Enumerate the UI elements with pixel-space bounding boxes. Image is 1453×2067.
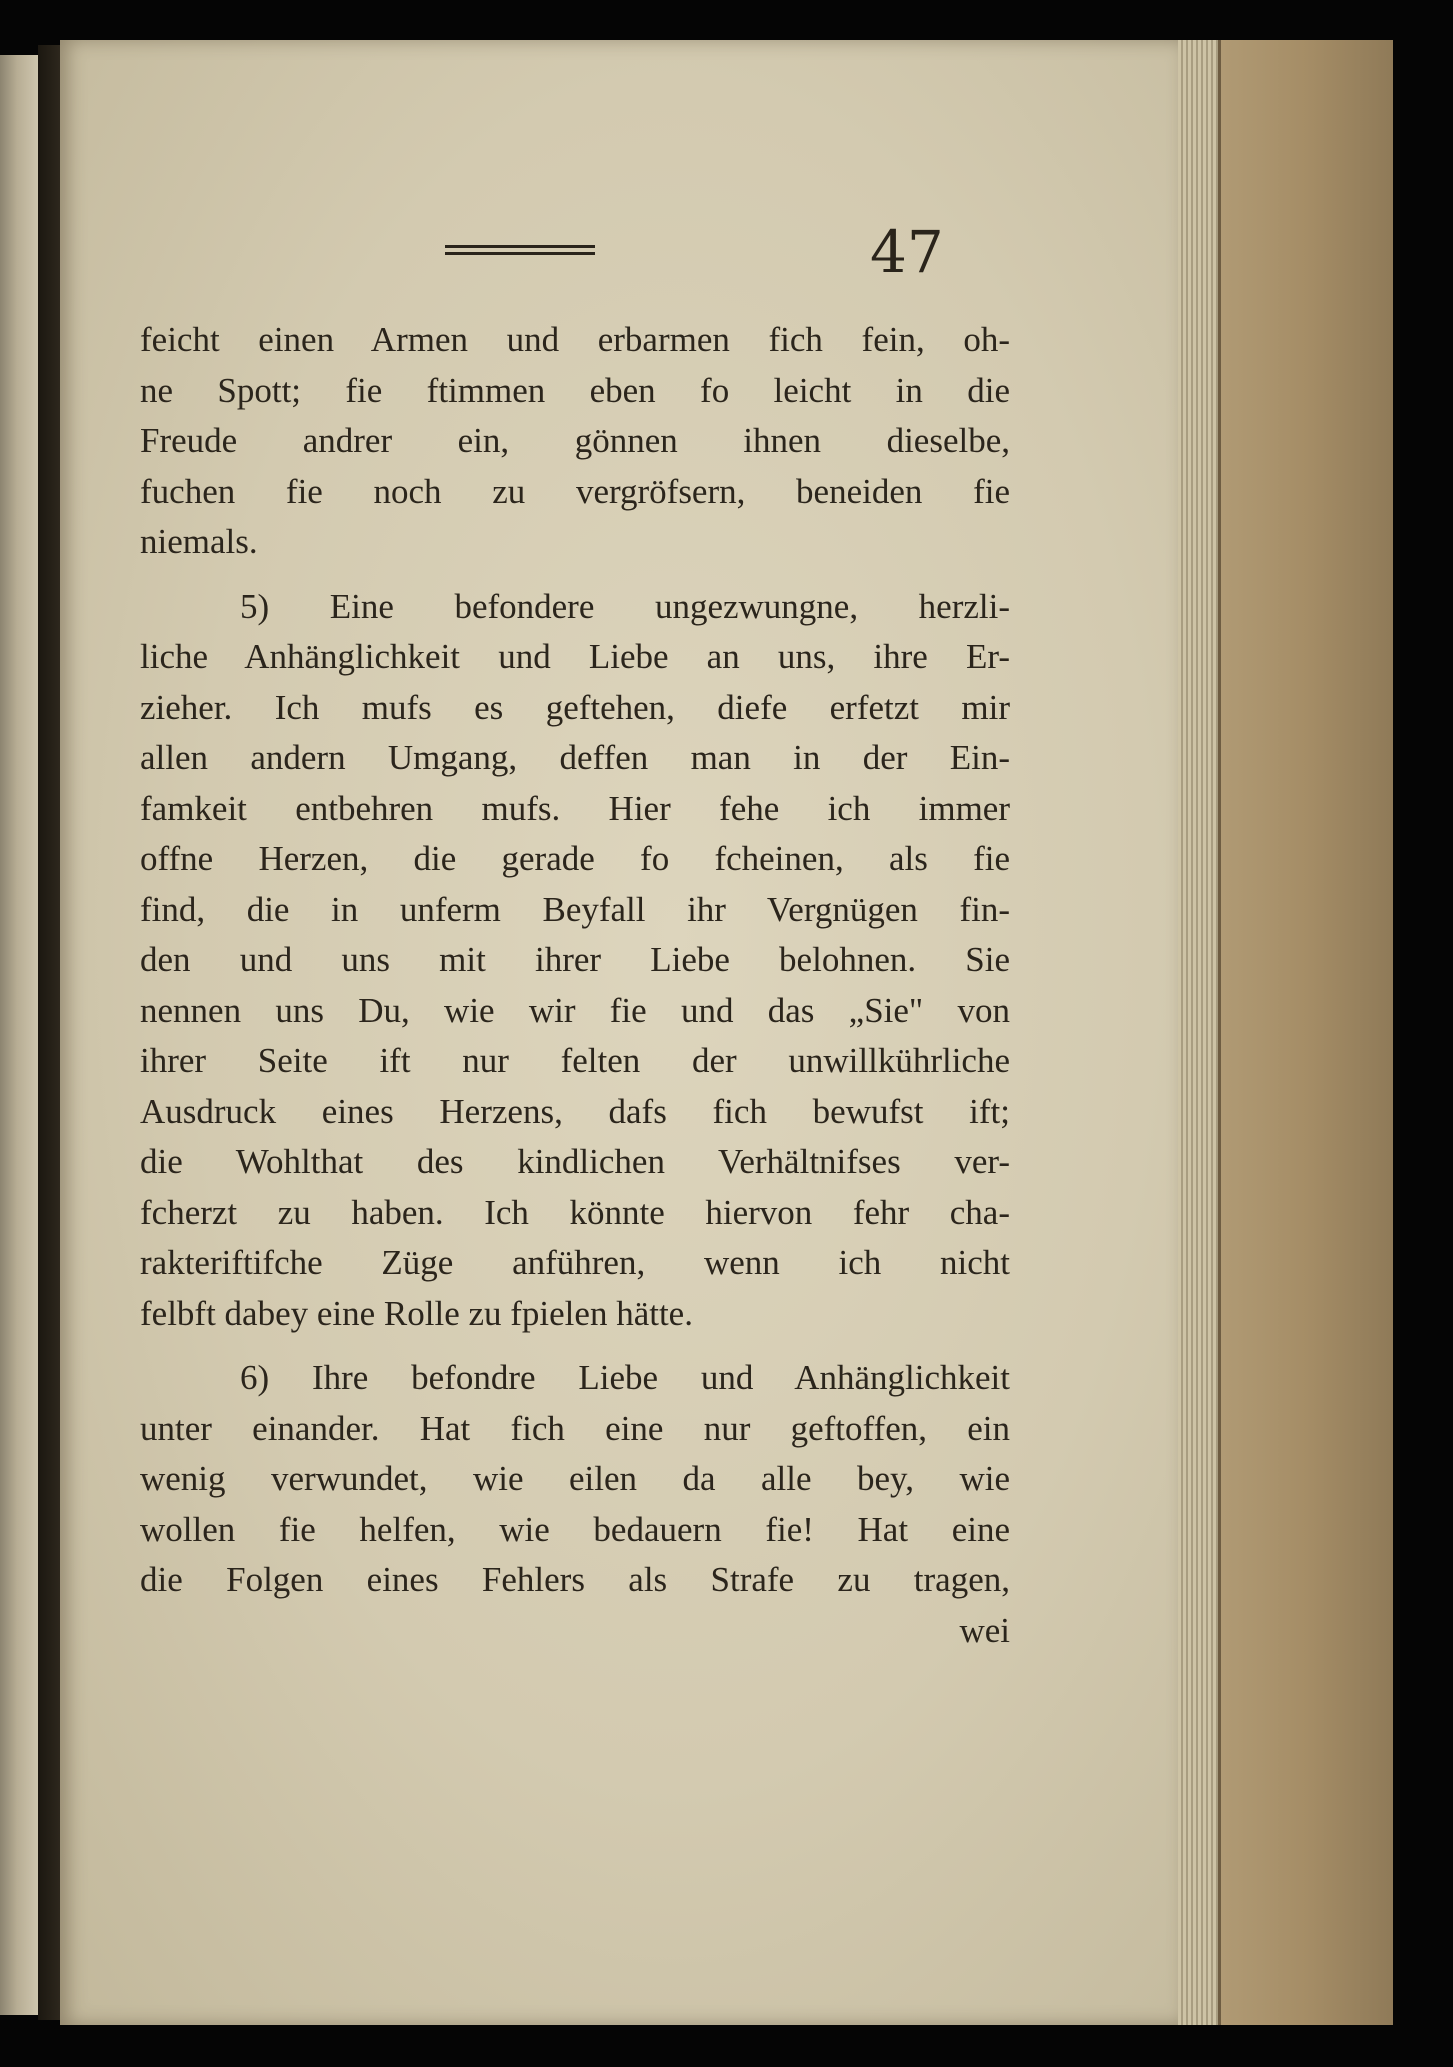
text-line: unter einander. Hat fich eine nur geftoffen, ein	[140, 1408, 1010, 1448]
text-line: Ausdruck eines Herzens, dafs fich bewufst ift;	[140, 1091, 1010, 1131]
text-line: ihrer Seite ift nur felten der unwillkührliche	[140, 1041, 1010, 1080]
text-line: feicht einen Armen und erbarmen fich fein, oh-	[140, 320, 1010, 359]
text-line: Freude andrer ein, gönnen ihnen dieselbe,	[140, 421, 1010, 460]
text-line: find, die in unferm Beyfall ihr Vergnügen fin-	[140, 889, 1010, 929]
left-page-edge	[0, 55, 38, 2015]
text-line: allen andern Umgang, deffen man in der Ein-	[140, 738, 1010, 777]
text-line: 5) Eine befondere ungezwungne, herzli-	[240, 586, 1010, 626]
text-line: den und uns mit ihrer Liebe belohnen. Sie	[140, 940, 1010, 979]
text-line: fcherzt zu haben. Ich könnte hiervon fehr cha-	[140, 1192, 1010, 1232]
header-double-rule	[445, 245, 595, 257]
text-line: die Folgen eines Fehlers als Strafe zu tragen,	[140, 1560, 1010, 1599]
text-line: nennen uns Du, wie wir fie und das „Sie" von	[140, 990, 1010, 1030]
page-number: 47	[870, 218, 944, 286]
text-line: offne Herzen, die gerade fo fcheinen, als fie	[140, 839, 1010, 878]
page-text	[140, 315, 1010, 1656]
book-gutter	[38, 45, 60, 2020]
text-line: 6) Ihre befondre Liebe und Anhänglichkeit	[240, 1358, 1010, 1397]
text-line: niemals.	[140, 522, 258, 561]
text-line: famkeit entbehren mufs. Hier fehe ich immer	[140, 788, 1010, 828]
text-line: wenig verwundet, wie eilen da alle bey, wie	[140, 1459, 1010, 1498]
text-line: ne Spott; fie ftimmen eben fo leicht in die	[140, 370, 1010, 410]
book-cover-edge	[1218, 40, 1393, 2025]
text-line: rakteriftifche Züge anführen, wenn ich nicht	[140, 1243, 1010, 1282]
text-line: fuchen fie noch zu vergröfsern, beneiden fie	[140, 471, 1010, 511]
text-line: zieher. Ich mufs es geftehen, diefe erfetzt mir	[140, 687, 1010, 727]
catchword: wei	[959, 1610, 1010, 1650]
text-line: wollen fie helfen, wie bedauern fie! Hat eine	[140, 1509, 1010, 1549]
page-stack-edge	[1178, 40, 1218, 2025]
text-line: die Wohlthat des kindlichen Verhältnifses ver-	[140, 1142, 1010, 1181]
text-line: felbft dabey eine Rolle zu fpielen hätte.	[140, 1293, 693, 1333]
text-line: liche Anhänglichkeit und Liebe an uns, ihre Er-	[140, 637, 1010, 676]
